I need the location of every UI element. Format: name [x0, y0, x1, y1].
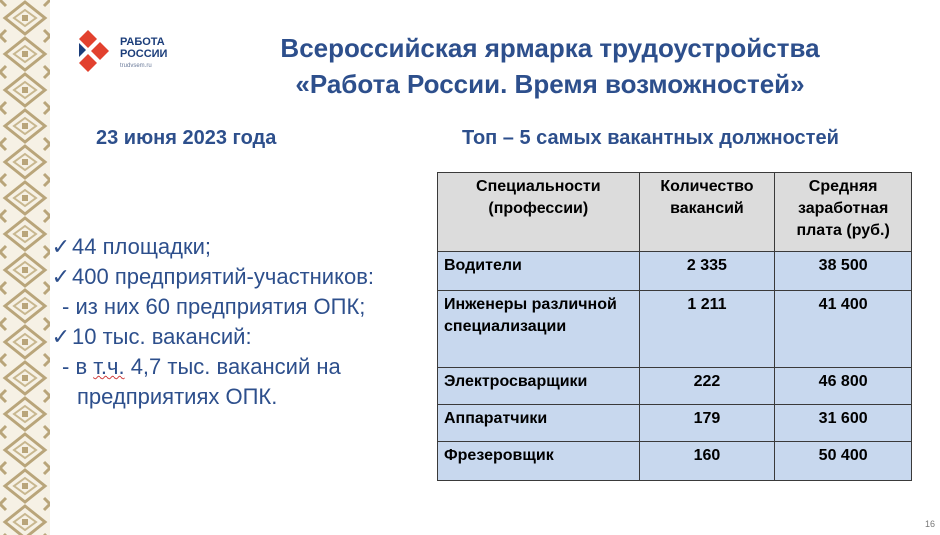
slide-title [200, 30, 900, 102]
table-row [438, 368, 912, 405]
table-header-row [438, 173, 912, 252]
salary-cell: 31 600 [775, 405, 912, 442]
profession-cell: Инженеры различной специализации [438, 291, 640, 368]
list-item [50, 262, 440, 292]
event-date: 23 июня 2023 года [96, 127, 277, 149]
vacancies-table [437, 172, 912, 481]
profession-cell: Аппаратчики [438, 405, 640, 442]
salary-cell: 38 500 [775, 252, 912, 291]
brand-logo [78, 30, 198, 75]
checkmark-icon: ✓ [51, 264, 70, 289]
rabota-rossii-logo-icon [78, 30, 116, 72]
logo-line1: РАБОТА [120, 36, 165, 48]
list-item-text: 10 тыс. вакансий: [72, 324, 252, 349]
logo-line2: РОССИИ [120, 48, 168, 60]
profession-cell: Электросварщики [438, 368, 640, 405]
vacancies-cell: 179 [639, 405, 775, 442]
list-item-continuation: предприятиях ОПК. [77, 384, 278, 409]
vacancies-cell: 2 335 [639, 252, 775, 291]
vacancies-cell: 160 [639, 442, 775, 481]
logo-site: trudvsem.ru [120, 63, 152, 69]
vacancies-cell: 222 [639, 368, 775, 405]
vacancies-cell: 1 211 [639, 291, 775, 368]
checkmark-icon: ✓ [51, 324, 70, 349]
profession-cell: Водители [438, 252, 640, 291]
list-item-text: 400 предприятий-участников: [72, 264, 375, 289]
list-item [50, 232, 440, 262]
facts-list [50, 232, 440, 412]
table-row [438, 252, 912, 291]
column-header: Специальности (профессии) [438, 173, 640, 252]
title-line1: Всероссийская ярмарка трудоустройства [280, 33, 820, 63]
column-header: Средняя заработная плата (руб.) [775, 173, 912, 252]
list-item [50, 352, 440, 382]
table-row [438, 291, 912, 368]
list-item [50, 322, 440, 352]
profession-cell: Фрезеровщик [438, 442, 640, 481]
column-header: Количество вакансий [639, 173, 775, 252]
checkmark-icon: ✓ [51, 234, 70, 259]
list-item-text: 44 площадки; [72, 234, 212, 259]
list-item: - из них 60 предприятия ОПК; [62, 294, 366, 319]
table-heading: Топ – 5 самых вакантных должностей [462, 127, 839, 149]
salary-cell: 41 400 [775, 291, 912, 368]
list-item-rest: 4,7 тыс. вакансий на [124, 354, 341, 379]
table-row [438, 442, 912, 481]
list-item-prefix: - в [62, 354, 94, 379]
ornament-border [0, 0, 50, 535]
title-line2: «Работа России. Время возможностей» [295, 69, 805, 99]
spellcheck-word: т.ч. [93, 354, 125, 379]
page-number: 16 [925, 519, 936, 529]
salary-cell: 50 400 [775, 442, 912, 481]
salary-cell: 46 800 [775, 368, 912, 405]
table-row [438, 405, 912, 442]
logo-wordmark [120, 36, 167, 60]
